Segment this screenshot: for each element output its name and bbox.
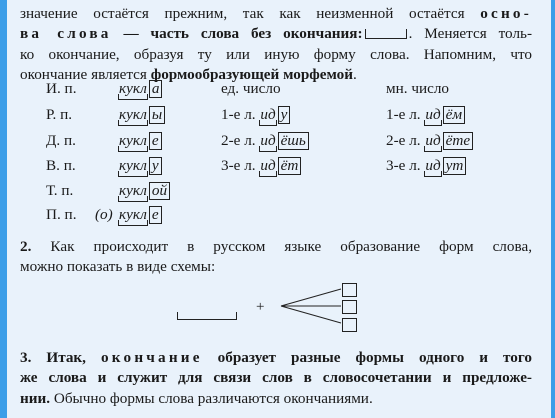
text: Как происходит в русском языке образование форм слова, (31, 238, 532, 255)
text: значение остаётся прежним, так как неизменной остаётся (20, 5, 481, 22)
ending: ём (443, 106, 465, 124)
text-bold: образует разные формы одного и того (202, 349, 532, 366)
person-label: 3-е л. (221, 157, 256, 174)
person-label: 3-е л. (386, 157, 421, 174)
paragraph-3 (20, 348, 532, 409)
stem: кукл (118, 206, 148, 226)
stem: кукл (118, 80, 148, 100)
ending-box (343, 319, 357, 332)
stem: ид (424, 132, 441, 152)
case-label: В. п. (46, 157, 76, 174)
stem: ид (259, 157, 276, 177)
ending: ёт (278, 157, 302, 175)
ending-box (343, 301, 357, 314)
term-osnova-start: осно- (480, 5, 532, 22)
ending-box (343, 284, 357, 297)
text: окончание является (20, 66, 151, 84)
ending: у (278, 106, 291, 124)
person-label: 2-е л. (386, 132, 421, 149)
paragraph-1-line-3: ко окончание, образуя ту или иную форму слова. Напомним, что (20, 45, 532, 63)
ending: а (149, 80, 163, 98)
term-morpheme: формообразующей морфемой (150, 66, 354, 84)
person-label: 1-е л. (386, 106, 421, 123)
stem: ид (259, 132, 276, 152)
stem: кукл (118, 132, 148, 152)
branch-line (281, 289, 341, 306)
branch-line (281, 306, 341, 323)
stem: кукл (118, 106, 148, 126)
paragraph-2-line-2: можно показать в виде схемы: (20, 258, 216, 276)
ending: ёшь (278, 132, 309, 150)
case-label: Р. п. (46, 106, 73, 123)
preposition: (о) (95, 206, 113, 223)
plus-sign: + (256, 299, 265, 315)
case-label: Д. п. (46, 132, 76, 149)
ending: ы (149, 106, 165, 124)
text-bold: нии. (20, 389, 51, 407)
item-number: 3. (20, 349, 32, 366)
paragraph-3-line-1 (20, 348, 532, 368)
stem: ид (259, 106, 276, 126)
text-bold: Итак, (31, 349, 101, 366)
stem-symbol (178, 312, 237, 320)
ending: ой (149, 182, 170, 200)
paragraph-3-line-2: же слова и служит для связи слов в словосочетании и предложе- (20, 369, 532, 387)
ending: ёте (443, 132, 473, 150)
text: . Меняется толь- (408, 25, 533, 43)
person-label: 2-е л. (221, 132, 256, 149)
stem: ид (424, 106, 441, 126)
person-label: 1-е л. (221, 106, 256, 123)
stem: ид (424, 157, 441, 177)
text: Обычно формы слова различаются окончаниями. (50, 389, 373, 407)
ending: у (149, 157, 162, 175)
case-label: Т. п. (46, 182, 74, 199)
case-label: И. п. (46, 80, 77, 97)
header-plural: мн. число (386, 80, 450, 97)
case-label: П. п. (46, 206, 77, 223)
term-osnova-end: ва слова (20, 25, 112, 43)
text: . (353, 66, 357, 84)
stem: кукл (118, 182, 148, 202)
ending: ут (443, 157, 467, 175)
term-okonchanie: окончание (100, 349, 203, 366)
ending: е (149, 132, 162, 150)
item-number: 2. (20, 238, 32, 255)
definition-bold: — часть слова без окончания: (111, 25, 363, 43)
paragraph-3-line-3 (20, 389, 532, 409)
stem: кукл (118, 157, 148, 177)
ending: е (149, 206, 162, 224)
header-singular: ед. число (221, 80, 281, 97)
